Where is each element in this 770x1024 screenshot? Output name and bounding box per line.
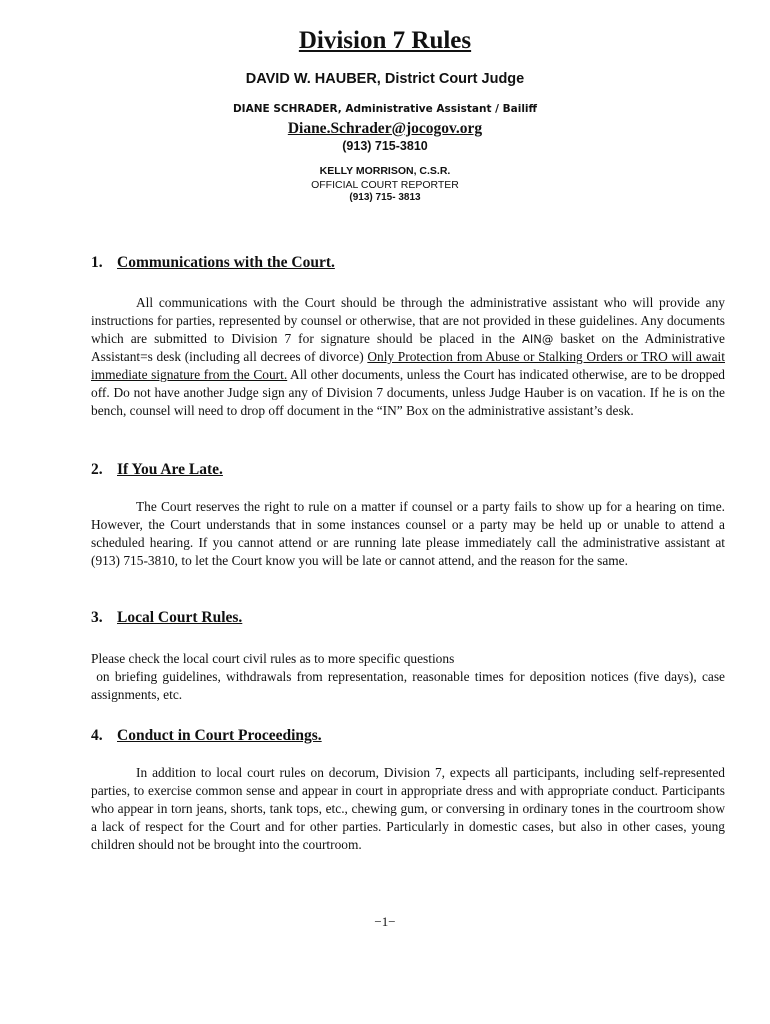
- assistant-name: DIANE SCHRADER, Administrative Assistant / Bailiff: [232, 103, 538, 115]
- body-text: basket on the Administrative Assistant=s desk (including all decrees of divorce): [91, 331, 725, 364]
- section-heading-late: [91, 461, 223, 479]
- section-heading-conduct: [91, 727, 322, 745]
- section-heading-local-rules: [91, 609, 242, 627]
- reporter-phone: (913) 715- 3813: [349, 192, 421, 203]
- section-body-conduct: [91, 764, 725, 854]
- section-body-local-rules: [91, 650, 729, 704]
- judge-name: DAVID W. HAUBER, District Court Judge: [245, 71, 525, 87]
- body-text: on briefing guidelines, withdrawals from representation, reasonable times for deposition notices (five days), case assignments, etc.: [91, 669, 729, 702]
- assistant-phone: (913) 715-3810: [342, 139, 428, 153]
- body-text: All communications with the Court should be through the administrative assistant who will provide any instructions for parties, represented by counsel or otherwise, that are not provided in these guidelines. Any documents which are submitted to Division 7 for signature should be placed in the: [91, 295, 725, 346]
- page-number: −1−: [374, 914, 396, 929]
- section-body-communications: [91, 294, 725, 420]
- body-text: In addition to local court rules on decorum, Division 7, expects all participants, including self-represented parties, to exercise common sense and appear in court in appropriate dress and with appropriate conduct. Participants who appear in torn jeans, shorts, tank tops, etc., chewing gum, or conversing in ordinary tones in the courtroom show a lack of respect for the Court and for other parties. Particularly in domestic cases, but also in other cases, young children should not be brought into the courtroom.: [91, 765, 725, 852]
- section-number: 3.: [91, 609, 103, 626]
- body-text: Please check the local court civil rules as to more specific questions: [91, 651, 455, 666]
- section-heading-communications: [91, 254, 335, 272]
- reporter-title: OFFICIAL COURT REPORTER: [311, 179, 459, 191]
- section-number: 4.: [91, 727, 103, 744]
- section-title: Communications with the Court.: [117, 254, 335, 271]
- assistant-email-link[interactable]: Diane.Schrader@jocogov.org: [287, 120, 483, 137]
- body-text-underlined: Only Protection from Abuse or Stalking Orders or TRO will await immediate signature from the Court.: [91, 349, 725, 382]
- section-body-late: [91, 498, 725, 570]
- reporter-name: KELLY MORRISON, C.S.R.: [319, 165, 451, 177]
- body-text: The Court reserves the right to rule on a matter if counsel or a party fails to show up for a hearing on time. However, the Court understands that in some instances counsel or a party may be held up or unable to attend a scheduled hearing. If you cannot attend or are running late please immediately call the administrative assistant at (913) 715-3810, to let the Court know you will be late or cannot attend, and the reason for the same.: [91, 499, 725, 568]
- document-title: Division 7 Rules: [298, 27, 472, 54]
- section-title: Conduct in Court Proceedings.: [117, 727, 322, 744]
- section-number: 1.: [91, 254, 103, 271]
- body-text: All other documents, unless the Court has indicated otherwise, are to be dropped off. Do not have another Judge sign any of Division 7 documents, unless Judge Hauber is on vacation. If he is on the bench, counsel will need to drop off document in the “IN” Box on the administrative assistant’s desk.: [91, 367, 725, 418]
- section-title: Local Court Rules.: [117, 609, 243, 626]
- body-text-code: AIN@: [522, 332, 554, 346]
- section-number: 2.: [91, 461, 103, 478]
- section-title: If You Are Late.: [117, 461, 223, 478]
